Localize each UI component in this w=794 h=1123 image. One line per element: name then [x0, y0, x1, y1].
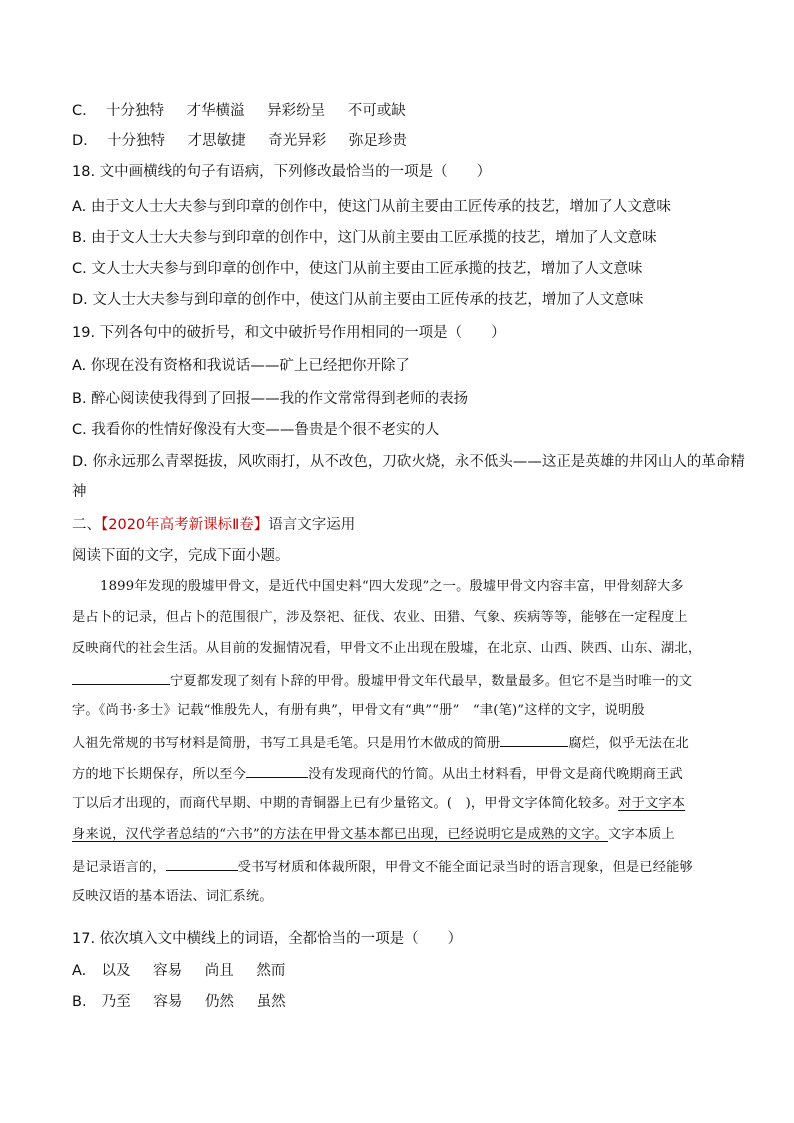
option-word: 十分独特	[105, 103, 164, 119]
question-18-option-c: C. 文人士大夫参与到印章的创作中，使这门从前主要由工匠承揽的技艺，增加了人文意味	[72, 261, 643, 277]
option-letter: C.	[72, 103, 87, 119]
option-word: 尚且	[204, 963, 234, 979]
question-19-stem: 19. 下列各句中的破折号，和文中破折号作用相同的一项是（ ）	[72, 325, 506, 341]
option-word: 才思敏捷	[187, 133, 246, 149]
passage-line	[72, 856, 693, 878]
option-word: 容易	[153, 994, 183, 1010]
option-word: 乃至	[101, 994, 131, 1010]
passage-text: 宁夏都发现了刻有卜辞的甲骨。殷墟甲骨文年代最早，数量最多。但它不是当时唯一的文	[170, 674, 693, 689]
passage-line: 反映汉语的基本语法、词汇系统。	[72, 889, 273, 904]
passage-line: 反映商代的社会生活。从目前的发掘情况看，甲骨文不止出现在殷墟，在北京、山西、陕西、山东、湖北，	[72, 641, 702, 656]
passage-line	[72, 794, 685, 814]
passage-line	[72, 763, 683, 785]
fill-blank	[166, 856, 238, 871]
option-word: 弥足珍贵	[348, 133, 407, 149]
section-source: 【2020年高考新课标Ⅱ卷】	[101, 517, 269, 533]
section-title: 语言文字运用	[268, 517, 356, 533]
option-letter: B.	[72, 994, 87, 1010]
question-19-option-d: D. 你永远那么青翠挺拔，风吹雨打，从不改色，刀砍火烧，永不低头——这正是英雄的井冈山人的革命精	[72, 454, 745, 470]
option-word: 容易	[153, 963, 183, 979]
passage-text: 受书写材质和体裁所限，甲骨文不能全面记录当时的语言现象，但是已经能够	[237, 860, 693, 875]
question-19-option-a: A. 你现在没有资格和我说话——矿上已经把你开除了	[72, 358, 410, 374]
option-letter: A.	[72, 963, 87, 979]
fill-blank	[500, 732, 568, 747]
question-19-option-d-wrap: 神	[72, 484, 87, 500]
passage-line: 字。《尚书·多士》记载“惟殷先人，有册有典”，甲骨文有“典”“册” “聿(笔)”这样的文字，说明殷	[72, 703, 645, 718]
question-17-option-a	[72, 961, 285, 981]
question-17-stem: 17. 依次填入文中横线上的词语，全都恰当的一项是（ ）	[72, 931, 463, 947]
passage-line	[72, 732, 689, 754]
option-word: 奇光异彩	[268, 133, 327, 149]
option-word: 不可或缺	[347, 103, 406, 119]
option-word: 仍然	[205, 994, 234, 1010]
passage-line: 1899年发现的殷墟甲骨文，是近代中国史料“四大发现”之一。殷墟甲骨文内容丰富，甲骨刻辞大多	[100, 579, 684, 594]
fill-blank	[72, 670, 170, 685]
passage-line: 是占卜的记录，但占卜的范围很广，涉及祭祀、征伐、农业、田猎、气象、疾病等等，能够在一定程度上	[72, 610, 688, 625]
passage-line	[72, 670, 692, 692]
option-d-row	[72, 131, 407, 151]
underlined-sentence: 对于文字本	[618, 796, 686, 811]
question-18-option-a: A. 由于文人士大夫参与到印章的创作中，使这门从前主要由工匠传承的技艺，增加了人文意味	[72, 199, 671, 215]
option-word: 然而	[256, 963, 286, 979]
option-word: 虽然	[256, 994, 286, 1010]
passage-line	[72, 825, 675, 845]
underlined-sentence: 身来说，汉代学者总结的“六书”的方法在甲骨文基本都已出现，已经说明它是成熟的文字。	[72, 827, 608, 842]
passage-text: 没有发现商代的竹简。从出土材料看，甲骨文是商代晚期商王武	[308, 767, 683, 782]
section-prefix: 二、	[72, 517, 101, 533]
passage-text: 是记录语言的，	[72, 860, 166, 875]
question-17-option-b	[72, 992, 286, 1012]
question-18-option-b: B. 由于文人士大夫参与到印章的创作中，这门从前主要由工匠承揽的技艺，增加了人文意味	[72, 230, 657, 246]
passage-text: 方的地下长期保存，所以至今	[72, 767, 247, 782]
fill-blank	[246, 763, 308, 778]
reading-instruction: 阅读下面的文字，完成下面小题。	[72, 548, 290, 564]
option-word: 以及	[101, 963, 131, 979]
question-19-option-b: B. 醉心阅读使我得到了回报——我的作文常常得到老师的表扬	[72, 391, 469, 407]
passage-text: 腐烂，似乎无法在北	[568, 736, 689, 751]
passage-text: 人祖先常规的书写材料是简册，书写工具是毛笔。只是用竹木做成的简册	[72, 736, 501, 751]
option-word: 异彩纷呈	[267, 103, 326, 119]
option-c-row	[72, 101, 406, 121]
question-18-stem: 18. 文中画横线的句子有语病，下列修改最恰当的一项是（ ）	[72, 164, 492, 180]
passage-text: 丁以后才出现的，而商代早期、中期的青铜器上已有少量铭文。( )，甲骨文字体简化较多。	[72, 796, 619, 811]
passage-text: 文字本质上	[608, 827, 675, 842]
question-19-option-c: C. 我看你的性情好像没有大变——鲁贵是个很不老实的人	[72, 422, 440, 438]
option-word: 十分独特	[107, 133, 165, 149]
section-heading	[72, 515, 355, 535]
question-18-option-d: D. 文人士大夫参与到印章的创作中，使这门从前主要由工匠传承的技艺，增加了人文意味	[72, 292, 644, 308]
option-word: 才华横溢	[186, 103, 245, 119]
option-letter: D.	[72, 133, 88, 149]
